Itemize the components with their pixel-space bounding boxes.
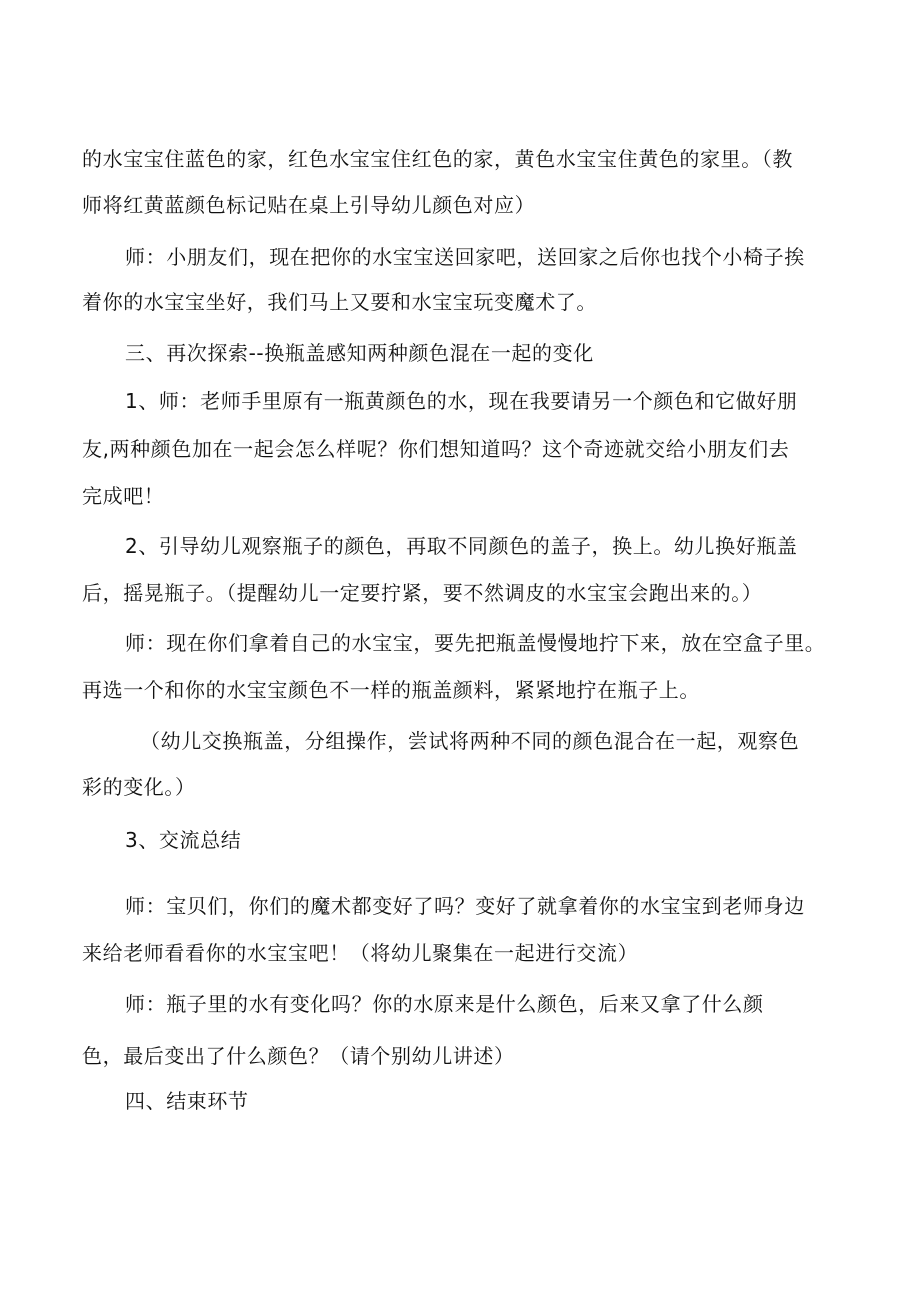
paragraph-line: 彩的变化。） (82, 775, 196, 799)
paragraph-line: 再选一个和你的水宝宝颜色不一样的瓶盖颜料，紧紧地拧在瓶子上。 (82, 678, 700, 702)
section-heading: 三、再次探索--换瓶盖感知两种颜色混在一起的变化 (125, 341, 594, 365)
paragraph-line: 师：小朋友们，现在把你的水宝宝送回家吧，送回家之后你也找个小椅子挨 (125, 245, 805, 269)
paragraph-line: （幼儿交换瓶盖，分组操作，尝试将两种不同的颜色混合在一起，观察色 (140, 729, 800, 753)
paragraph-line: 来给老师看看你的水宝宝吧！（将幼儿聚集在一起进行交流） (82, 941, 639, 965)
paragraph-line: 色，最后变出了什么颜色？（请个别幼儿讲述） (82, 1044, 515, 1068)
paragraph-line: 师：宝贝们，你们的魔术都变好了吗？变好了就拿着你的水宝宝到老师身边 (125, 894, 805, 918)
paragraph-line: 着你的水宝宝坐好，我们马上又要和水宝宝玩变魔术了。 (82, 290, 597, 314)
paragraph-line: 的水宝宝住蓝色的家，红色水宝宝住红色的家，黄色水宝宝住黄色的家里。（教 (82, 147, 793, 171)
paragraph-line: 2、引导幼儿观察瓶子的颜色，再取不同颜色的盖子，换上。幼儿换好瓶盖 (125, 534, 798, 558)
paragraph-line: 师：瓶子里的水有变化吗？你的水原来是什么颜色，后来又拿了什么颜 (125, 992, 764, 1016)
paragraph-line: 师：现在你们拿着自己的水宝宝，要先把瓶盖慢慢地拧下来，放在空盒子里。 (125, 631, 826, 655)
paragraph-line: 友,两种颜色加在一起会怎么样呢？你们想知道吗？这个奇迹就交给小朋友们去 (82, 437, 790, 461)
paragraph-line: 完成吧！ (82, 484, 165, 508)
paragraph-line: 后，摇晃瓶子。（提醒幼儿一定要拧紧，要不然调皮的水宝宝会跑出来的。） (82, 581, 763, 605)
section-heading: 3、交流总结 (125, 828, 242, 852)
paragraph-line: 师将红黄蓝颜色标记贴在桌上引导幼儿颜色对应） (82, 193, 536, 217)
paragraph-line: 1、师：老师手里原有一瓶黄颜色的水，现在我要请另一个颜色和它做好朋 (125, 389, 798, 413)
section-heading: 四、结束环节 (125, 1089, 249, 1113)
